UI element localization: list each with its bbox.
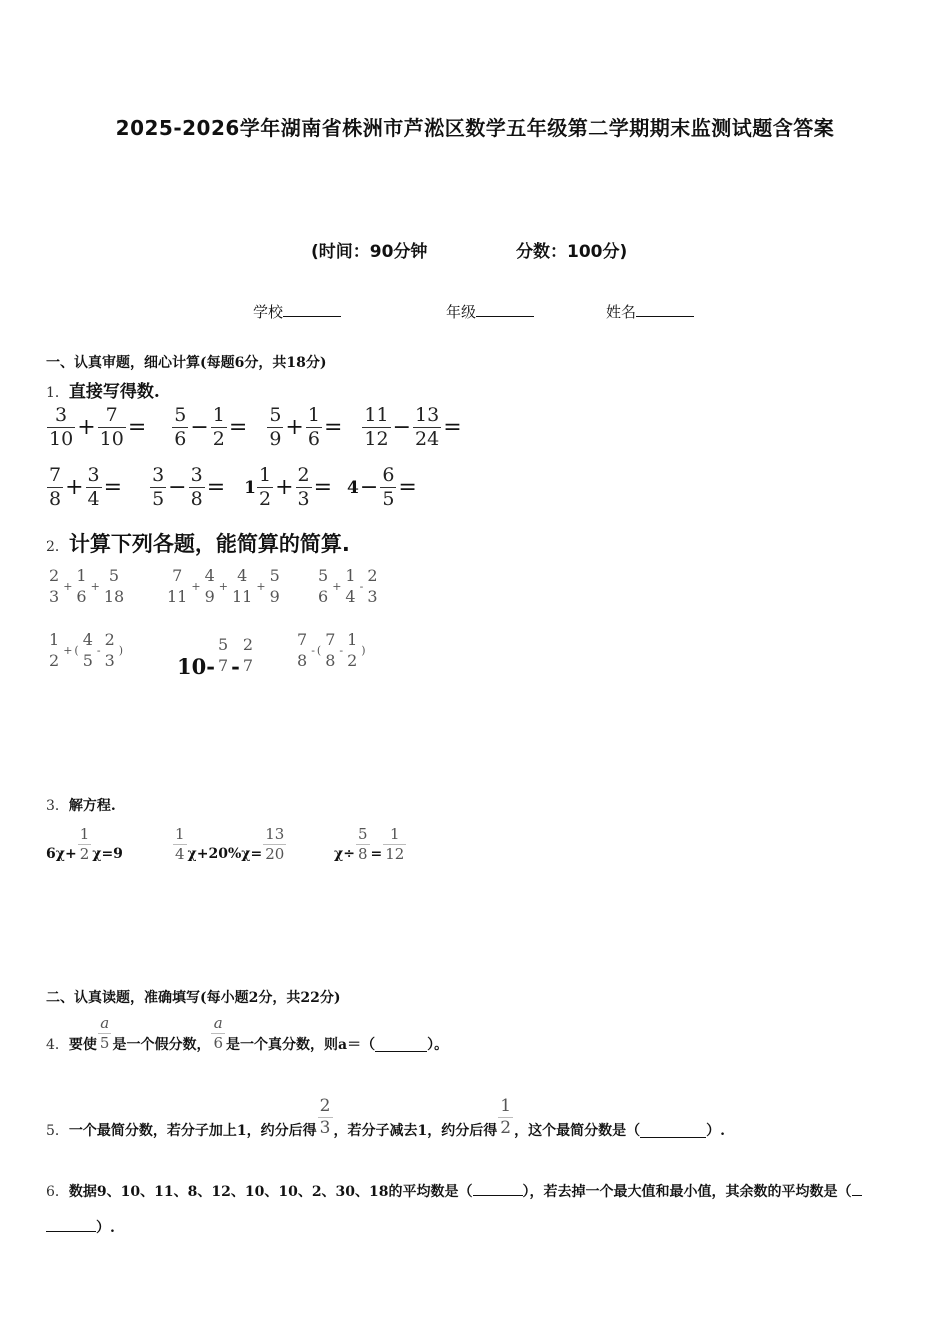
q1-row-2: [46, 466, 418, 509]
fraction: 1 4: [345, 566, 356, 606]
grade-label: 年级: [446, 303, 477, 321]
fraction: $\frac{3}{4}$: [87, 464, 100, 510]
fraction: 2 3: [367, 566, 378, 606]
q3-equation-3: [334, 826, 407, 862]
question-1-header: [46, 377, 160, 402]
question-4: [46, 1012, 448, 1054]
fraction: 2 3: [49, 566, 60, 606]
fraction: 5 7: [217, 635, 229, 675]
q2-expression-4: [46, 632, 124, 669]
fraction: $\frac{1}{2}$: [212, 404, 225, 450]
equals-sign: =: [313, 475, 333, 500]
fraction: $\frac{1}{12}$: [385, 824, 405, 863]
question-text: ）.: [706, 1123, 725, 1139]
answer-blank[interactable]: [473, 1180, 523, 1196]
fraction: 4 5: [82, 630, 93, 670]
question-text: 是一个真分数，则a＝（: [226, 1037, 376, 1053]
question-6-line-1: [46, 1180, 862, 1201]
fraction: 4 9: [204, 566, 215, 606]
operator: −: [190, 415, 209, 440]
fraction: $\frac{a}{6}$: [213, 1013, 224, 1052]
fraction: $\frac{7}{8}$: [49, 464, 62, 510]
equation-part: χ=9: [92, 846, 123, 862]
whole-number: 1: [244, 477, 256, 498]
fraction: $\frac{a}{5}$: [99, 1013, 110, 1052]
equation-part: =: [370, 846, 383, 862]
fraction: 5 6: [318, 566, 329, 606]
fraction: 7 8: [325, 630, 336, 670]
operator: +: [218, 580, 228, 593]
equals-sign: =: [206, 475, 226, 500]
question-number: 1．: [46, 385, 69, 401]
page-title: 2025-2026学年湖南省株洲市芦淞区数学五年级第二学期期末监测试题含答案: [115, 116, 835, 140]
name-blank[interactable]: [636, 302, 694, 317]
question-6-line-2: [46, 1216, 115, 1237]
operator: +: [90, 580, 100, 593]
question-3-header: [46, 795, 116, 815]
fraction: 7 11: [167, 566, 188, 606]
equals-sign: =: [103, 475, 123, 500]
question-2-header: [46, 528, 350, 558]
fraction: $\frac{1}{2}$: [500, 1096, 512, 1138]
fraction: 1 6: [76, 566, 87, 606]
fraction: $\frac{5}{6}$: [174, 404, 187, 450]
parenthesis: (: [316, 644, 322, 657]
operator: +: [332, 580, 342, 593]
section-1-heading: 一、认真审题，细心计算(每题6分，共18分): [46, 355, 327, 371]
fraction: 1 2: [347, 630, 358, 670]
fraction: 4 11: [231, 566, 253, 606]
operator: -: [311, 644, 315, 657]
grade-blank[interactable]: [476, 302, 534, 317]
question-text: ）。: [427, 1037, 449, 1053]
fraction: 5 18: [103, 566, 125, 606]
operator: +: [65, 475, 84, 500]
q2-expression-1: [46, 568, 127, 605]
q1-row-1: [46, 406, 463, 449]
q2-expression-2: [164, 568, 283, 605]
fraction: $\frac{11}{12}$: [364, 404, 389, 450]
fraction: 2 7: [242, 635, 254, 675]
fraction: $\frac{3}{8}$: [190, 464, 203, 510]
answer-blank-end[interactable]: [46, 1216, 96, 1232]
q2-expression-3: [315, 568, 381, 605]
fraction: $\frac{7}{10}$: [99, 404, 124, 450]
question-number: 3．: [46, 798, 69, 814]
question-number: 2．: [46, 539, 69, 555]
fraction: $\frac{2}{3}$: [297, 464, 310, 510]
name-field[interactable]: [606, 301, 694, 322]
operator: +: [256, 580, 266, 593]
question-text: 是一个假分数，: [112, 1037, 211, 1053]
operator: +: [285, 415, 304, 440]
fraction: $\frac{13}{20}$: [265, 824, 285, 863]
equals-sign: =: [443, 415, 462, 440]
operator: -: [339, 644, 344, 657]
operator: +: [191, 580, 201, 593]
fraction: $\frac{1}{2}$: [258, 464, 272, 510]
equation-part: χ+20%χ=: [187, 846, 263, 862]
question-text: 要使: [68, 1037, 97, 1053]
equation-part: χ÷: [334, 846, 355, 862]
school-field[interactable]: [253, 301, 341, 322]
question-text: 一个最简分数，若分子加上1，约分后得: [68, 1123, 317, 1139]
question-text: 直接写得数.: [68, 382, 160, 402]
fraction: 5 9: [269, 566, 280, 606]
question-number: 6．: [46, 1184, 69, 1200]
fraction: $\frac{5}{9}$: [269, 404, 282, 450]
fraction: $\frac{1}{2}$: [79, 824, 90, 863]
fraction: 2 3: [104, 630, 115, 670]
q3-equation-1: [46, 826, 123, 862]
question-text: ，若分子减去1，约分后得: [333, 1123, 498, 1139]
time-limit: (时间：90分钟: [311, 242, 428, 262]
operator: −: [392, 415, 411, 440]
question-number: 5．: [46, 1123, 69, 1139]
q2-expression-5: [177, 632, 256, 679]
operator: +: [63, 580, 73, 593]
operator: +: [275, 475, 294, 500]
equals-sign: =: [398, 475, 417, 500]
question-text: ），若去掉一个最大值和最小值，其余数的平均数是（: [522, 1184, 852, 1200]
equation-part: 6χ+: [46, 846, 77, 862]
operator: +: [77, 415, 96, 440]
fraction: 1 2: [49, 630, 60, 670]
fraction: $\frac{5}{8}$: [357, 824, 368, 863]
operator: −: [168, 475, 187, 500]
question-5: [46, 1095, 725, 1140]
question-text: 解方程.: [68, 798, 116, 814]
operator: -: [96, 644, 101, 657]
q2-expression-6: [294, 632, 367, 669]
answer-blank[interactable]: [375, 1036, 427, 1052]
parenthesis: ): [361, 644, 366, 657]
fraction: $\frac{3}{10}$: [49, 404, 74, 450]
operator: −: [359, 475, 379, 500]
fraction: $\frac{13}{24}$: [415, 404, 440, 450]
question-text: 计算下列各题，能简算的简算.: [68, 532, 350, 556]
parenthesis: (: [74, 644, 79, 657]
school-label: 学校: [253, 303, 284, 321]
question-number: 4．: [46, 1037, 69, 1053]
fraction: $\frac{1}{6}$: [307, 404, 320, 450]
whole-number: 10-: [177, 654, 215, 679]
equals-sign: =: [323, 415, 343, 440]
operator: -: [231, 654, 240, 679]
question-text: ）.: [96, 1220, 115, 1236]
school-blank[interactable]: [283, 302, 341, 317]
section-2-heading: 二、认真读题，准确填写(每小题2分，共22分): [46, 990, 341, 1006]
total-score: 分数：100分): [516, 242, 628, 262]
parenthesis: ): [118, 644, 124, 657]
equals-sign: =: [228, 415, 248, 440]
fraction: $\frac{1}{4}$: [175, 824, 185, 863]
fraction: 7 8: [297, 630, 308, 670]
fraction: $\frac{2}{3}$: [319, 1096, 331, 1138]
name-label: 姓名: [606, 303, 637, 321]
q3-equation-2: [172, 826, 287, 862]
whole-number: 4: [347, 477, 359, 498]
fraction: $\frac{3}{5}$: [152, 464, 165, 510]
operator: -: [359, 580, 364, 593]
question-text: ，这个最简分数是（: [514, 1123, 641, 1139]
operator: +: [63, 644, 73, 657]
question-text: 数据9、10、11、8、12、10、10、2、30、18的平均数是（: [68, 1184, 473, 1200]
grade-field[interactable]: [446, 301, 534, 322]
equals-sign: =: [127, 415, 147, 440]
answer-blank[interactable]: [640, 1122, 706, 1138]
fraction: $\frac{6}{5}$: [382, 464, 395, 510]
answer-blank-start[interactable]: [852, 1180, 862, 1196]
